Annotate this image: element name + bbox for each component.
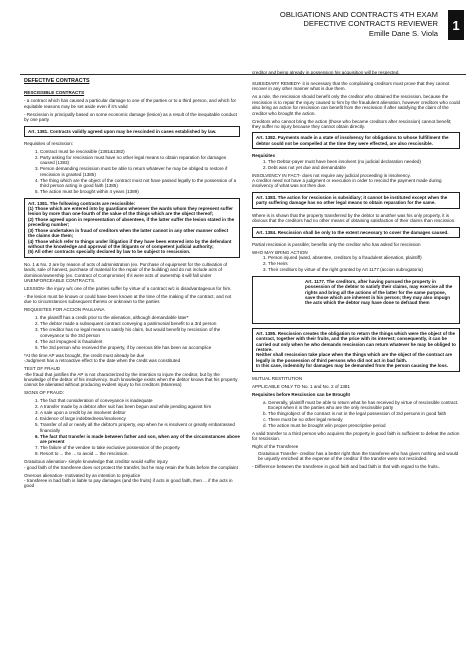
pauliana-list bbox=[24, 315, 240, 350]
who-may-bring-title: WHO MAY BRING ACTION bbox=[252, 249, 308, 255]
onerous-note: - transferee in bad faith is liable to pay damages (and the fruits) if acts in good faith, then ... if the acts in good bbox=[24, 478, 233, 489]
box-line: Art. 1381. The following contracts are rescissible: bbox=[28, 200, 136, 206]
list-item: 3. Their creditors by virtue of the right granted by Art 1177 (accion subrogatoria) bbox=[268, 267, 460, 272]
list-item: 3. The creditor has no legal means to satisfy his claim, but would benefit by rescission of the conveyance to the 3rd person bbox=[40, 327, 240, 338]
gratuitous-text: Gratuitous alienation- simple knowledge that creditor would suffer injury bbox=[24, 459, 168, 465]
lession-definition: LESSION- the injury w/c one of the parties suffer by virtue of a contract w/c is disadvantageous for him. bbox=[24, 285, 232, 291]
list-item: 5. Transfer of all or nearly all the debtor's property, esp when he is insolvent or greatly embarrassed financially bbox=[40, 422, 240, 433]
right-column bbox=[252, 70, 460, 660]
requisites-title: Requisites of rescission: bbox=[24, 141, 74, 147]
box-line: Neither shall rescission take place when the things which are the object of the contract are legally in the possession of third persons who did not act in bad faith. bbox=[256, 352, 453, 363]
list-item: a. Generally, plaintiff must be able to return what he has received by virtue of rescissible contract. Except when it is the parties who are the only rescissible party bbox=[268, 400, 460, 411]
list-item: 5. The 3rd person who received the property, if by onerous title has been an accomplice bbox=[40, 345, 240, 350]
list-item: 2. The Heirs bbox=[268, 261, 460, 266]
right-of-transferee: Right of the Transferee bbox=[252, 444, 299, 450]
art-1382-box: Art. 1382. Payments made in a state of insolvency for obligations to whose fulfillment the debtor could not be compelled at the time they were effected, are also rescissible. bbox=[252, 132, 460, 149]
pauliana-note-2: -Judgment has a retroactive effect to the date when the credit was constituted bbox=[24, 358, 181, 364]
list-item: 5. The action must be brought within 4 years (1389) bbox=[40, 189, 240, 194]
gratuitous-note: - good faith of the transferee does not protect the transfer, but he may retain the fruits before the complaint bbox=[24, 464, 238, 470]
list-item: 4. The act impugned is fraudulent bbox=[40, 339, 240, 344]
box-line: (3) Those undertaken in fraud of creditors when the latter cannot in any other manner collect the claims due them; bbox=[28, 227, 229, 239]
definition-1: - a contract which has caused a particular damage to one of the parties or to a third person, and which for equitable reasons may be set aside even if it's valid bbox=[24, 98, 237, 109]
art-1381-box: Art. 1381. Contracts validly agreed upon may be rescinded in cases established by law. bbox=[24, 126, 240, 137]
list-item: 3. A sale upon a credit by an insolvent debtor bbox=[40, 410, 240, 415]
fraud-body: -the fraud that justifies the AP is not characterized by the intention to injure the creditor, but by the knowledge of the debtor of his insolvency. Such knowledge exists when the debtor knows that his property cannot be alienated without producing evident injury to his creditors (Manresa) bbox=[24, 371, 238, 388]
lession-note: - the lesion must be known or could have been known at the time of the making of the contract, and not due to circumstances subsequent thereto or unknown to the parties bbox=[24, 293, 232, 305]
header-reviewer-title: DEFECTIVE CONTRACTS REVIEWER bbox=[303, 19, 438, 29]
valid-transfer-note: A valid transfer to a third person who acquires the property in good faith is sufficient to defeat the action for rescission. bbox=[252, 430, 460, 442]
art-1383-box: Art. 1383. The action for rescission is subsidiary; it cannot be instituted except when the party suffering damage has no other legal means to obtain reparation for the same. bbox=[252, 192, 460, 209]
requisites-list bbox=[24, 149, 240, 195]
list-item: 8. Resort to ... the ... to avoid ... the rescission. bbox=[40, 451, 240, 456]
signs-title: SIGNS OF FRAUD: bbox=[24, 390, 64, 396]
subsection-title: RESCISSIBLE CONTRACTS bbox=[24, 90, 85, 96]
mutual-restitution: MUTUAL RESTITUTION bbox=[252, 375, 303, 381]
art-1385-box bbox=[252, 328, 460, 372]
list-item: 1. Contract must be rescissible (1381&1382) bbox=[40, 149, 240, 154]
pauliana-title: REQUISITES FOR ACCION PAULIANA bbox=[24, 307, 105, 313]
applicable-note: APPLICABLE ONLY TO No. 1 and No. 2 of 1381 bbox=[252, 383, 350, 389]
list-item: d. The action must be brought w/in proper prescriptive period bbox=[268, 423, 460, 428]
note-acts-administration: No. 1 & No. 2 are by reason of acts of administration (ex. Purchase of equipment for the cultivation of lands, sale of harvest, purchase of material for the repair of the building) and do not include acts of dominion/ownership (ex. Contract of Compromise) If it were acts of ownership it will fall under UNENFORCEABLE CONTRACTS. bbox=[24, 261, 228, 283]
header-course-title: OBLIGATIONS AND CONTRACTS 4TH EXAM bbox=[279, 10, 438, 19]
requisites-list bbox=[252, 159, 460, 170]
left-column bbox=[24, 77, 240, 667]
box-line: Art. 1385. Rescission creates the obligation to return the things which were the object of the contract, together with their fruits, and the price with its interest; consequently, it can be carried out only when he who demands rescission can return whatever he may be obliged to restore. bbox=[256, 330, 456, 352]
creditors-cannot: Creditors who cannot bring the action (those who became creditors after rescission) cannot benefit; they suffer no injury because they cannot obtain directly. bbox=[252, 118, 452, 130]
onerous-alienation: Onerous alienation- motivated by an intention to prejudice bbox=[24, 472, 141, 478]
list-item: 1. Person injured (ward, absentee, creditors by a fraudulent alienation, plaintiff) bbox=[268, 255, 460, 260]
list-item: b. The thing/object of the contract is not in the legal possession of 3rd persons in good faith bbox=[268, 411, 460, 416]
fraud-title: TEST OF FRAUD bbox=[24, 366, 61, 372]
continuation-text: creditor and being already in possession his acquisition will be respected. bbox=[252, 70, 400, 75]
signs-list bbox=[24, 398, 240, 456]
list-item: 4. The thing which are the object of the contract must not have passed legally to the possession of a third person acting in good faith (1385) bbox=[40, 178, 240, 189]
list-item: 1. The Debtor-payer must have been insolvent (no judicial declaration needed) bbox=[268, 159, 460, 164]
list-item: 1. the plaintiff has a credit prior to the alienation, although demandable later* bbox=[40, 315, 240, 320]
page-number-badge: 1 bbox=[448, 10, 464, 40]
box-line: (1) Those which are entered into by guardians whenever the wards whom they represent suffer lesion by more than one-fourth of the value of the things which are the object thereof; bbox=[28, 206, 233, 217]
pauliana-note-1: *At the time AP was brought, the credit must already be due bbox=[24, 352, 145, 358]
requisites-title: Requisites bbox=[252, 153, 275, 159]
list-item: c. There must be no other legal remedy bbox=[268, 417, 460, 422]
page-header bbox=[204, 8, 464, 48]
header-lines bbox=[280, 10, 438, 38]
list-item: 2. The debtor made a subsequent contract conveying a patrimonial benefit to a 3rd person bbox=[40, 321, 240, 326]
list-item: 4. Evidence of large indebtedness/insolvency bbox=[40, 416, 240, 421]
art-1384-box: Art. 1384. Rescission shall be only to the extent necessary to cover the damages caused. bbox=[252, 227, 460, 238]
list-item: 1. The fact that consideration of conveyance is inadequate bbox=[40, 398, 240, 403]
list-item: 2. Party asking for rescission must have no other legal means to obtain reparation for damages caused (1383) bbox=[40, 155, 240, 166]
box-line: (4) Those which refer to things under litigation if they have been entered into by the defendant without the knowledge and approval of the litigants or of competent judicial authority; bbox=[28, 238, 232, 249]
partial-rescission: Partial rescission is possible; benefits only the creditor who has asked for rescission bbox=[252, 241, 421, 247]
list-item: 6. The fact that transfer is made between father and son, when any of the circumstances above are present bbox=[40, 434, 240, 445]
box-line: In this case, indemnity for damages may be demanded from the person causing the loss. bbox=[256, 363, 449, 369]
rescission-rule: As a rule, the rescission should benefit only the creditor who obtained the rescission, because the rescission is to repair the injury caused to him by the fraudulent alienation, however creditors who could also bring an action for rescission can benefit from the rescission if after satisfying the claim of the creditor who brought the action. bbox=[252, 94, 460, 116]
list-item: 7. The failure of the vendee to take exclusive possession of the property bbox=[40, 445, 240, 450]
insolvency-note: A creditor need not have a judgment or execution in order to rescind the payment made during insolvency of what was not then due. bbox=[252, 178, 442, 189]
who-may-bring-list bbox=[252, 255, 460, 272]
requisites-before-list bbox=[252, 400, 460, 429]
art-1381-full-box bbox=[24, 198, 240, 258]
list-item: 3. Person demanding rescission must be able to return whatever he may be obliged to restore if rescission is granted (1385) bbox=[40, 166, 240, 177]
requisites-before-title: Requisites before Rescission can be Brought bbox=[252, 391, 351, 397]
only-property-note: Where is is shown that the property transferred by the debtor to another was his only property, it is obvious that the creditors had no other means of obtaining satisfaction of their claims than rescission. bbox=[252, 212, 456, 224]
art-1177-box: Art. 1177. The creditors, after having pursued the property in possession of the debtor to satisfy their claims, may exercise all the rights and bring all the actions of the latter for the same purpose, save those which are inherent in his person; they may also impugn the acts which the debtor may have done to defraud them bbox=[252, 276, 460, 324]
header-author: Emille Dane S. Viola bbox=[368, 28, 438, 38]
gratuitous-transfer: Gratuitous Transfer- creditor has a better right than the transferee who has given nothing and would be unjustly enriched at the expense of the creditor if the transfer were not rescinded. bbox=[258, 450, 459, 462]
list-item: 2. Debt was not yet due and demandable bbox=[268, 165, 460, 170]
section-title: DEFECTIVE CONTRACTS bbox=[24, 78, 90, 84]
insolvency-in-fact: INSOLVENCY IN FACT- does not require any judicial proceeding in insolvency. bbox=[252, 172, 411, 178]
box-line: (5) All other contracts specially declared by law to be subject to rescission. bbox=[28, 249, 191, 255]
box-line: (2) Those agreed upon in representation of absentees, if the latter suffer the lesion stated in the preceding number; bbox=[28, 216, 235, 228]
definition-2: - Rescission is principally based on some economic damage (lesion) as a result of the inequitable conduct by one party bbox=[24, 111, 238, 123]
list-item: 2. A transfer made by a debtor after suit has been begun and while pending against him bbox=[40, 404, 240, 409]
bad-faith-note: - Difference between the transferee in good faith and bad faith is that with regard to the fruits.. bbox=[252, 464, 441, 470]
subsidiary-remedy: SUBSIDIARY REMEDY- it is necessary that the complaining creditors must prove that they cannot recover in any other manner what is due them. bbox=[252, 81, 450, 92]
